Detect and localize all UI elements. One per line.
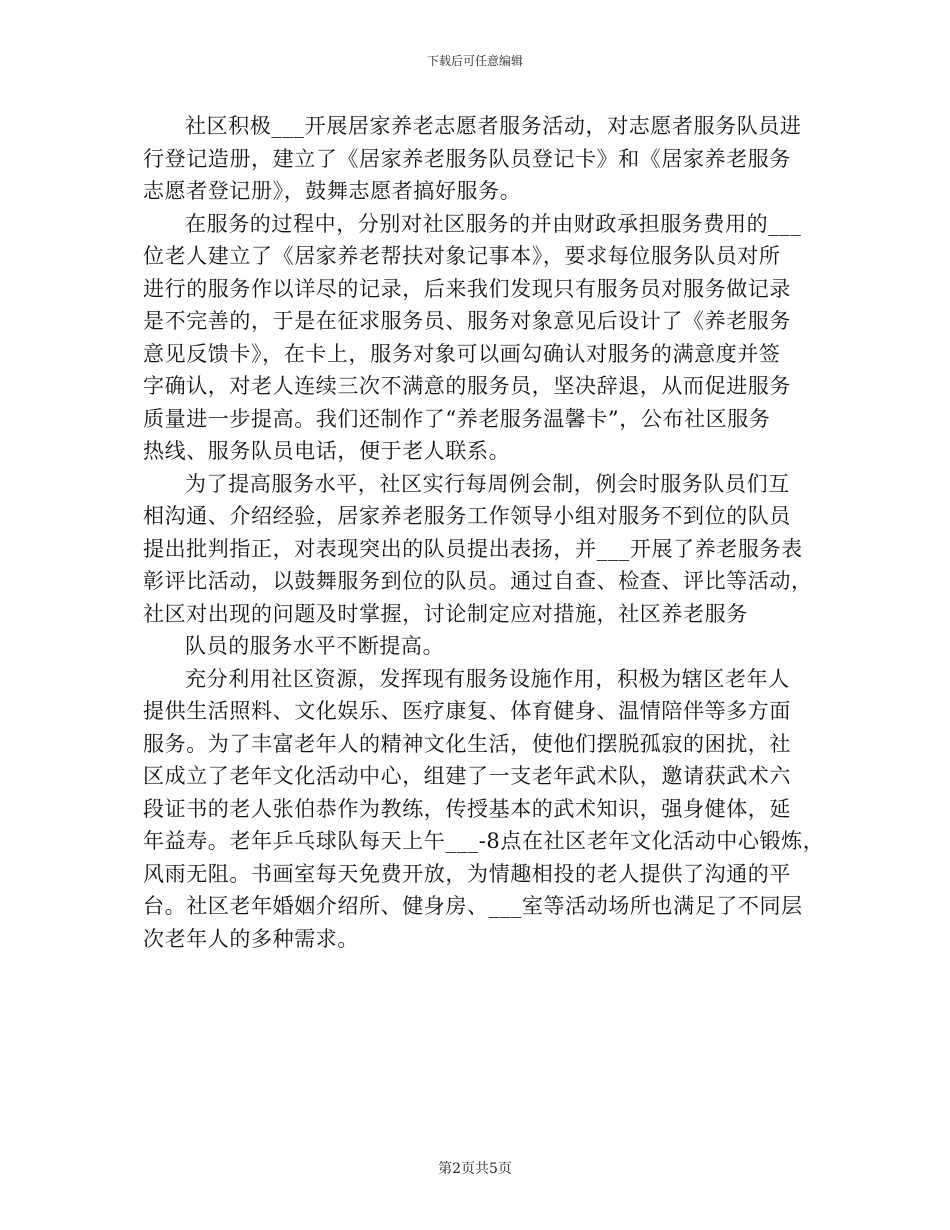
text-line: 字确认，对老人连续三次不满意的服务员，坚决辞退，从而促进服务 [143,374,791,398]
text-line: 提出批判指正，对表现突出的队员提出表扬，并___开展了养老服务表 [143,536,803,561]
page-number: 第2页共5页 [438,1161,512,1177]
text-line: 是不完善的，于是在征求服务员、服务对象意见后设计了《养老服务 [143,309,791,333]
text-line: 社区积极___开展居家养老志愿者服务活动，对志愿者服务队员进 [185,114,802,138]
text-line: 相沟通、介绍经验，居家养老服务工作领导小组对服务不到位的队员 [143,504,791,528]
text-line: 意见反馈卡》，在卡上，服务对象可以画勾确认对服务的满意度并签 [143,341,781,366]
text-line: 充分利用社区资源，发挥现有服务设施作用，积极为辖区老年人 [185,666,790,691]
text-line: 台。社区老年婚姻介绍所、健身房、___室等活动场所也满足了不同层 [143,894,803,918]
text-line: 热线、服务队员电话，便于老人联系。 [143,439,511,463]
text-line: 彰评比活动，以鼓舞服务到位的队员。通过自查、检查、评比等活动， [143,569,813,593]
text-line: 风雨无阻。书画室每天免费开放，为情趣相投的老人提供了沟通的平 [143,861,791,886]
text-line: 提供生活照料、文化娱乐、医疗康复、体育健身、温情陪伴等多方面 [143,699,791,723]
text-line: 在服务的过程中，分别对社区服务的并由财政承担服务费用的___ [185,211,802,236]
text-line: 社区对出现的问题及时掌握，讨论制定应对措施，社区养老服务 [143,601,748,626]
text-line: 位老人建立了《居家养老帮扶对象记事本》，要求每位服务队员对所 [143,244,781,268]
document-body [143,110,825,955]
page-header: 下载后可任意编辑 [426,54,523,68]
text-line: 次老年人的多种需求。 [143,926,359,951]
text-line: 年益寿。老年乒乓球队每天上午___-8点在社区老年文化活动中心锻炼， [143,829,825,853]
text-line: 志愿者登记册》，鼓舞志愿者搞好服务。 [143,179,522,203]
text-line: 行登记造册，建立了《居家养老服务队员登记卡》和《居家养老服务 [143,146,791,171]
text-line: 质量进一步提高。我们还制作了“养老服务温馨卡”，公布社区服务 [143,406,771,431]
text-line: 进行的服务作以详尽的记录，后来我们发现只有服务员对服务做记录 [143,276,791,301]
text-line: 队员的服务水平不断提高。 [185,634,445,658]
text-line: 区成立了老年文化活动中心，组建了一支老年武术队，邀请获武术六 [143,764,791,788]
text-line: 段证书的老人张伯恭作为教练，传授基本的武术知识，强身健体，延 [143,796,791,821]
text-line: 为了提高服务水平，社区实行每周例会制，例会时服务队员们互 [185,471,790,496]
text-line: 服务。为了丰富老年人的精神文化生活，使他们摆脱孤寂的困扰，社 [143,731,791,756]
